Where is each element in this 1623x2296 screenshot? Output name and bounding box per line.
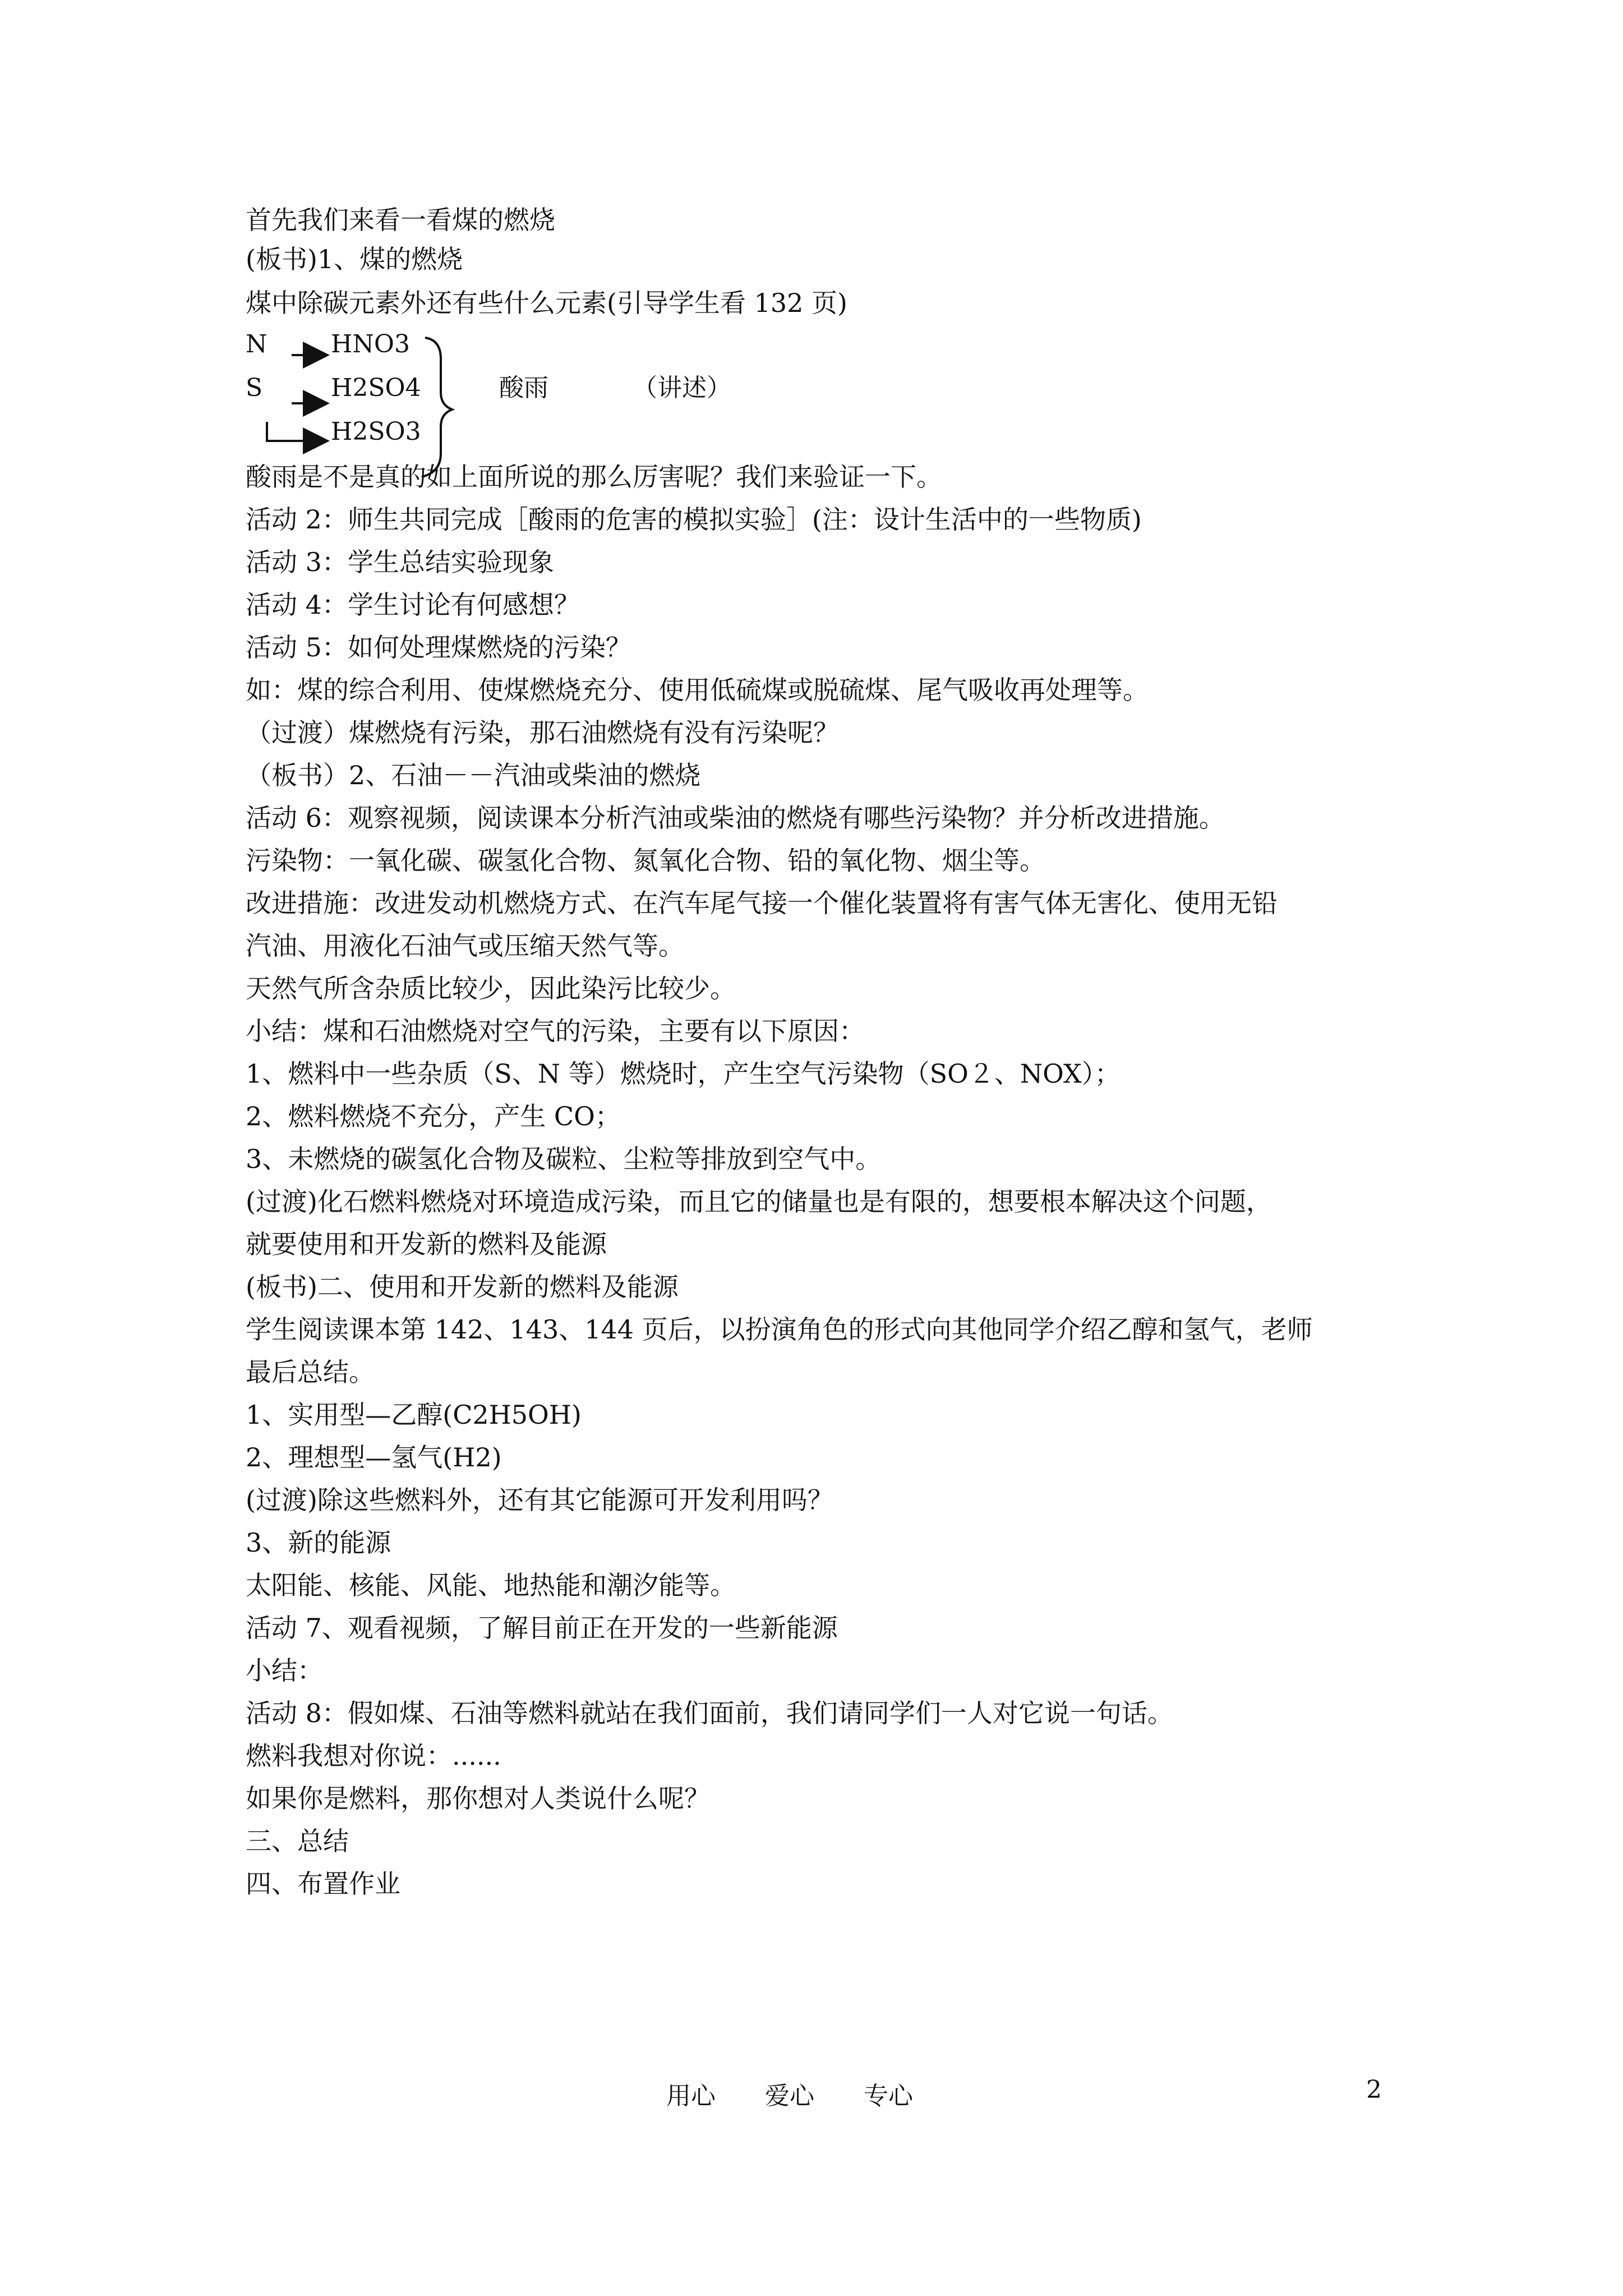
footer-motto-3: 专心 [864, 2082, 913, 2110]
text-line: 2、燃料燃烧不充分，产生 CO； [246, 1101, 621, 1131]
text-line: 活动 7、观看视频，了解目前正在开发的一些新能源 [246, 1613, 838, 1643]
text-line: 首先我们来看一看煤的燃烧 [246, 205, 555, 235]
text-line: 3、未燃烧的碳氢化合物及碳粒、尘粒等排放到空气中。 [246, 1144, 882, 1174]
text-line: 最后总结。 [246, 1357, 375, 1387]
text-line: 污染物：一氧化碳、碳氢化合物、氮氧化合物、铅的氧化物、烟尘等。 [246, 845, 1045, 876]
footer-motto-2: 爱心 [765, 2082, 814, 2110]
page-number: 2 [1366, 2076, 1382, 2104]
acid-rain-label: 酸雨 [499, 374, 548, 402]
brace [422, 338, 452, 477]
text-line: 2、理想型—氢气(H2) [246, 1442, 502, 1473]
element-s: S [246, 374, 263, 402]
text-line: 四、布置作业 [246, 1869, 400, 1899]
arrow-s-h2so3 [267, 422, 325, 441]
text-line: 活动 3：学生总结实验现象 [246, 547, 554, 577]
product-h2so3: H2SO3 [331, 417, 421, 446]
text-line: (过渡)除这些燃料外，还有其它能源可开发利用吗？ [246, 1485, 833, 1515]
text-line: 改进措施：改进发动机燃烧方式、在汽车尾气接一个催化装置将有害气体无害化、使用无铅 [246, 888, 1278, 918]
text-line: 学生阅读课本第 142、143、144 页后，以扮演角色的形式向其他同学介绍乙醇和氢气，老师 [246, 1314, 1313, 1345]
product-hno3: HNO3 [331, 330, 410, 358]
text-line: (过渡)化石燃料燃烧对环境造成污染，而且它的储量也是有限的，想要根本解决这个问题， [246, 1186, 1272, 1217]
text-line: 汽油、用液化石油气或压缩天然气等。 [246, 931, 684, 961]
text-line: 活动 6：观察视频，阅读课本分析汽油或柴油的燃烧有哪些污染物？并分析改进措施。 [246, 803, 1225, 833]
text-line: 小结： [246, 1655, 323, 1686]
text-line: 三、总结 [246, 1826, 349, 1856]
text-line: 小结：煤和石油燃烧对空气的污染，主要有以下原因： [246, 1016, 865, 1046]
text-line: 3、新的能源 [246, 1527, 391, 1558]
product-h2so4: H2SO4 [331, 374, 421, 402]
text-line: 1、实用型—乙醇(C2H5OH) [246, 1400, 582, 1430]
text-line: 如果你是燃料，那你想对人类说什么呢？ [246, 1783, 710, 1814]
text-line: 燃料我想对你说：...... [246, 1741, 501, 1771]
text-line: 酸雨是不是真的如上面所说的那么厉害呢？我们来验证一下。 [246, 462, 942, 492]
text-line: 活动 4：学生讨论有何感想？ [246, 590, 580, 620]
text-line: 活动 2：师生共同完成［酸雨的危害的模拟实验］(注：设计生活中的一些物质) [246, 504, 1142, 535]
text-line: 活动 5：如何处理煤燃烧的污染？ [246, 632, 631, 662]
text-line: （板书）2、石油－－汽油或柴油的燃烧 [246, 760, 701, 790]
text-line: （过渡）煤燃烧有污染，那石油燃烧有没有污染呢？ [246, 717, 839, 748]
text-line: 煤中除碳元素外还有些什么元素(引导学生看 132 页) [246, 288, 847, 318]
footer-motto-1: 用心 [666, 2082, 716, 2110]
text-line: 活动 8：假如煤、石油等燃料就站在我们面前，我们请同学们一人对它说一句话。 [246, 1698, 1173, 1728]
text-line: (板书)1、煤的燃烧 [246, 244, 463, 274]
text-line: (板书)二、使用和开发新的燃料及能源 [246, 1272, 679, 1302]
text-line: 就要使用和开发新的燃料及能源 [246, 1229, 607, 1259]
text-line: 1、燃料中一些杂质（S、N 等）燃烧时，产生空气污染物（SO２、NOX）； [246, 1059, 1121, 1089]
text-line: 天然气所含杂质比较少，因此染污比较少。 [246, 973, 736, 1004]
narration-note: （讲述） [633, 374, 731, 402]
element-n: N [246, 330, 268, 358]
text-line: 太阳能、核能、风能、地热能和潮汐能等。 [246, 1570, 736, 1600]
text-line: 如：煤的综合利用、使煤燃烧充分、使用低硫煤或脱硫煤、尾气吸收再处理等。 [246, 675, 1149, 705]
